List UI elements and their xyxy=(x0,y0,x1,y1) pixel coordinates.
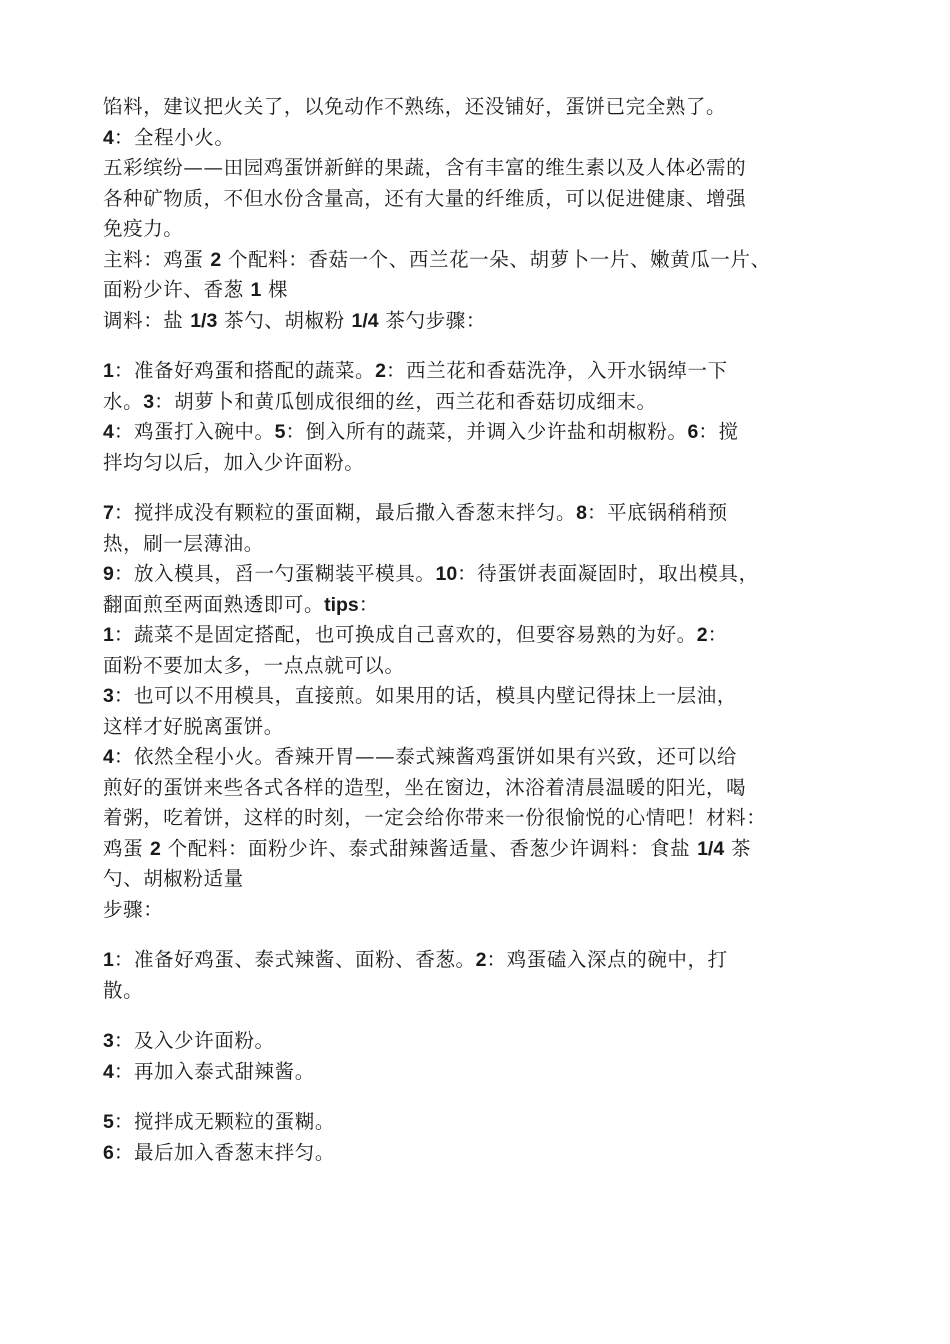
seasoning-line: 调料：盐 1/3 茶勺、胡椒粉 1/4 茶勺步骤： xyxy=(103,308,486,332)
paragraph-gap xyxy=(103,478,873,498)
paragraph-gap xyxy=(103,1006,873,1026)
step-line: 3：及入少许面粉。 xyxy=(103,1029,275,1052)
document-body xyxy=(103,92,873,1168)
tips-line: 1：蔬菜不是固定搭配，也可换成自己喜欢的，但要容易熟的为好。2： xyxy=(103,623,728,646)
ingredients-line: 主料：鸡蛋 2 个配料：香菇一个、西兰花一朵、胡萝卜一片、嫩黄瓜一片、 xyxy=(103,247,771,271)
step-line: 拌均匀以后，加入少许面粉。 xyxy=(103,450,365,474)
tips-line: 面粉不要加太多，一点点就可以。 xyxy=(103,653,405,677)
tips-line: 3：也可以不用模具，直接煎。如果用的话，模具内壁记得抹上一层油， xyxy=(103,684,737,707)
text-line: 步骤： xyxy=(103,897,164,921)
step-line: 4：鸡蛋打入碗中。5：倒入所有的蔬菜，并调入少许盐和胡椒粉。6：搅 xyxy=(103,420,739,443)
step-line: 9：放入模具，舀一勺蛋糊装平模具。10：待蛋饼表面凝固时，取出模具， xyxy=(103,562,759,585)
step-line: 散。 xyxy=(103,978,144,1002)
step-line: 1：准备好鸡蛋和搭配的蔬菜。2：西兰花和香菇洗净，入开水锅绰一下 xyxy=(103,359,728,382)
text-line: 着粥，吃着饼，这样的时刻，一定会给你带来一份很愉悦的心情吧！材料： xyxy=(103,806,767,829)
step-line: 6：最后加入香葱末拌匀。 xyxy=(103,1140,335,1164)
text-line: 免疫力。 xyxy=(103,217,184,240)
ingredients-line: 勺、胡椒粉适量 xyxy=(103,867,244,890)
section-heading-line: 五彩缤纷——田园鸡蛋饼新鲜的果蔬，含有丰富的维生素以及人体必需的 xyxy=(103,156,747,179)
paragraph-gap xyxy=(103,925,873,945)
step-line: 1：准备好鸡蛋、泰式辣酱、面粉、香葱。2：鸡蛋磕入深点的碗中，打 xyxy=(103,948,728,971)
text-line: 4：全程小火。 xyxy=(103,125,235,149)
step-line: 翻面煎至两面熟透即可。tips： xyxy=(103,592,379,616)
text-line: 煎好的蛋饼来些各式各样的造型，坐在窗边，沐浴着清晨温暖的阳光，喝 xyxy=(103,775,747,799)
text-line: 馅料，建议把火关了，以免动作不熟练，还没铺好，蛋饼已完全熟了。 xyxy=(103,95,727,118)
ingredients-line: 面粉少许、香葱 1 棵 xyxy=(103,278,289,301)
step-line: 5：搅拌成无颗粒的蛋糊。 xyxy=(103,1110,335,1133)
step-line: 热，刷一层薄油。 xyxy=(103,531,264,555)
paragraph-gap xyxy=(103,1087,873,1107)
step-line: 水。3：胡萝卜和黄瓜刨成很细的丝，西兰花和香菇切成细末。 xyxy=(103,389,657,413)
text-line: 各种矿物质，不但水份含量高，还有大量的纤维质，可以促进健康、增强 xyxy=(103,186,747,210)
step-line: 7：搅拌成没有颗粒的蛋面糊，最后撒入香葱末拌匀。8：平底锅稍稍预 xyxy=(103,501,728,524)
ingredients-line: 鸡蛋 2 个配料：面粉少许、泰式甜辣酱适量、香葱少许调料：食盐 1/4 茶 xyxy=(103,836,752,860)
step-line: 4：再加入泰式甜辣酱。 xyxy=(103,1059,315,1083)
paragraph-gap xyxy=(103,336,873,356)
section-heading-line: 4：依然全程小火。香辣开胃——泰式辣酱鸡蛋饼如果有兴致，还可以给 xyxy=(103,745,737,768)
tips-line: 这样才好脱离蛋饼。 xyxy=(103,714,284,738)
